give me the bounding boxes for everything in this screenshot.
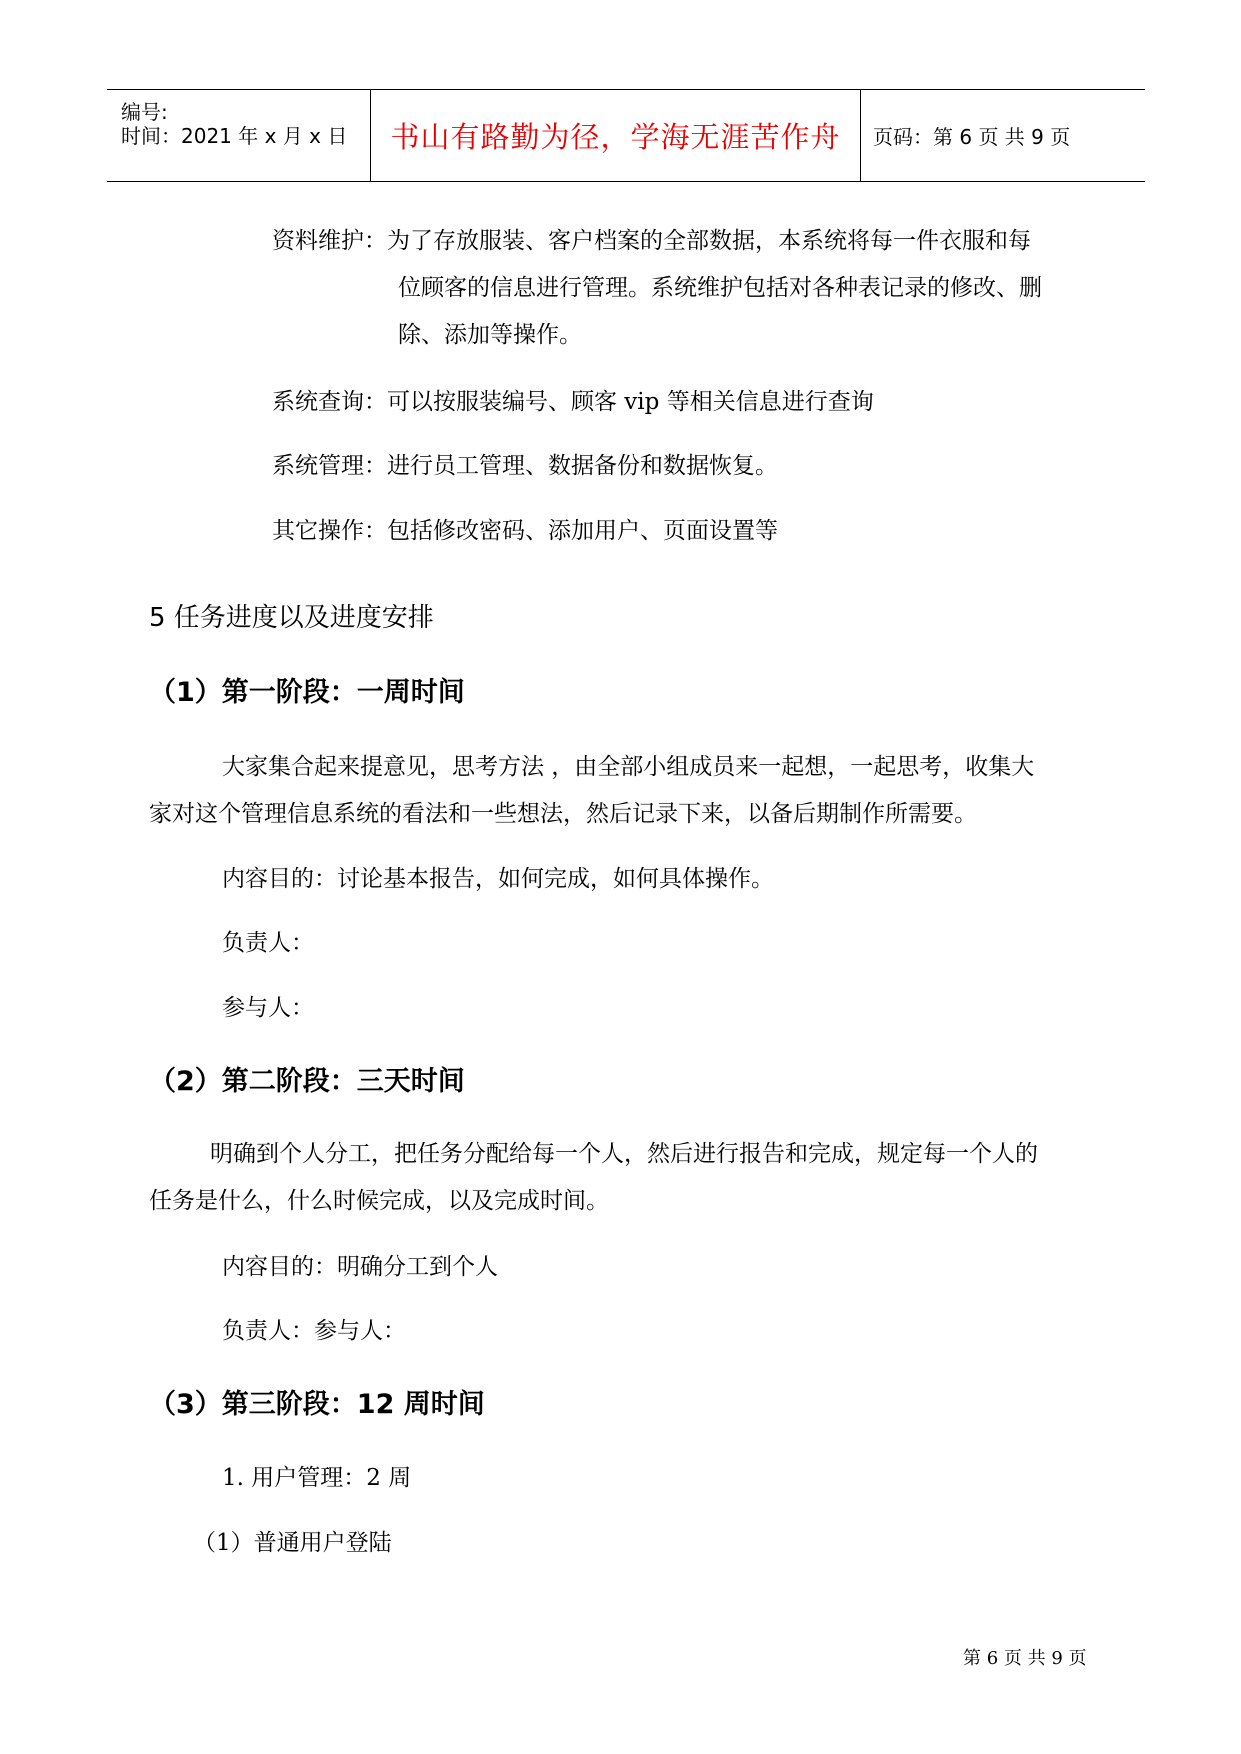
page-footer: 第 6 页 共 9 页 xyxy=(963,1648,1087,1669)
stage-2-para-line-1: 明确到个人分工，把任务分配给每一个人，然后进行报告和完成，规定每一个人的 xyxy=(210,1141,1038,1167)
header-page-cell xyxy=(861,90,1145,181)
stage-2-owner-participants: 负责人：参与人： xyxy=(222,1318,406,1344)
stage-2-heading: （2）第二阶段：三天时间 xyxy=(149,1066,465,1097)
stage-1-para-line-2: 家对这个管理信息系统的看法和一些想法，然后记录下来，以备后期制作所需要。 xyxy=(149,801,977,827)
page-header xyxy=(107,89,1145,182)
header-page-label: 页码：第 6 页 共 9 页 xyxy=(873,125,1071,149)
maintenance-line-2: 位顾客的信息进行管理。系统维护包括对各种表记录的修改、删 xyxy=(398,275,1042,301)
stage-2-para-line-2: 任务是什么，什么时候完成，以及完成时间。 xyxy=(149,1188,609,1214)
stage-3-heading: （3）第三阶段：12 周时间 xyxy=(149,1389,485,1420)
stage-1-para-line-1: 大家集合起来提意见，思考方法 ，由全部小组成员来一起想，一起思考，收集大 xyxy=(222,754,1035,780)
header-time-label: 时间：2021 年 x 月 x 日 xyxy=(121,124,348,148)
stage-2-content: 内容目的：明确分工到个人 xyxy=(222,1254,498,1280)
stage-1-participants: 参与人： xyxy=(222,995,314,1021)
header-motto: 书山有路勤为径，学海无涯苦作舟 xyxy=(390,120,841,154)
maintenance-line-1: 资料维护：为了存放服装、客户档案的全部数据，本系统将每一件衣服和每 xyxy=(272,228,1031,254)
stage-1-content: 内容目的：讨论基本报告，如何完成，如何具体操作。 xyxy=(222,866,774,892)
management-line: 系统管理：进行员工管理、数据备份和数据恢复。 xyxy=(272,453,778,479)
stage-1-heading: （1）第一阶段：一周时间 xyxy=(149,677,465,708)
other-ops-line: 其它操作：包括修改密码、添加用户、页面设置等 xyxy=(272,518,778,544)
maintenance-line-3: 除、添加等操作。 xyxy=(398,322,582,348)
query-line: 系统查询：可以按服装编号、顾客 vip 等相关信息进行查询 xyxy=(272,389,874,415)
header-motto-cell xyxy=(371,90,861,181)
stage-3-sub-1: （1）普通用户登陆 xyxy=(193,1530,392,1556)
stage-1-owner: 负责人： xyxy=(222,930,314,956)
stage-3-item-1: 1. 用户管理：2 周 xyxy=(222,1465,412,1491)
header-number-label: 编号: xyxy=(121,100,168,124)
header-left-cell xyxy=(107,90,371,181)
section-5-heading: 5 任务进度以及进度安排 xyxy=(149,603,434,633)
